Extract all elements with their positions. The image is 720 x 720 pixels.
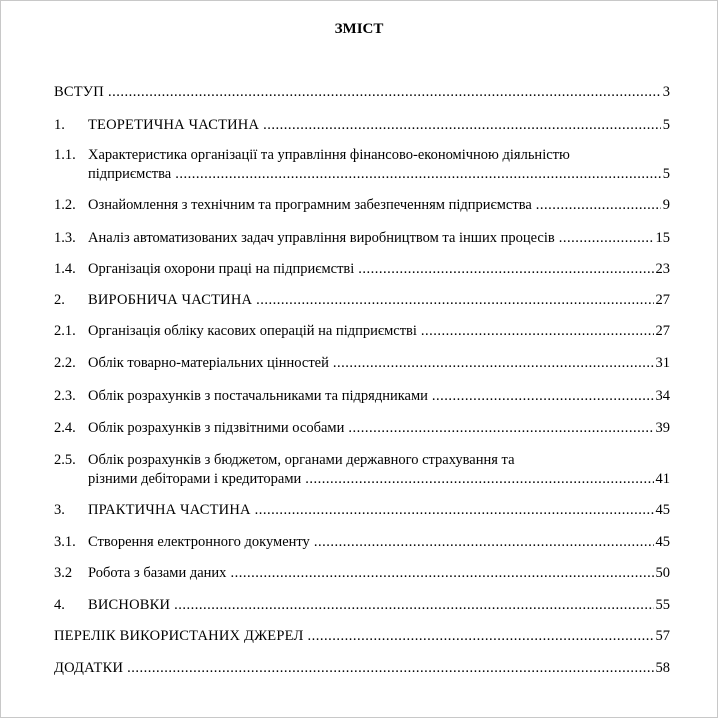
toc-page-number: 50 — [655, 565, 670, 581]
toc-entry-text: ВСТУП — [54, 84, 104, 100]
toc-entry-number: 1.2. — [54, 197, 76, 213]
dot-leader — [256, 291, 653, 310]
dot-leader — [308, 627, 654, 646]
dot-leader — [108, 83, 661, 102]
toc-page-number: 27 — [655, 323, 670, 339]
toc-entry-intro — [54, 83, 670, 102]
toc-entry-text: ВИСНОВКИ — [88, 597, 171, 613]
dot-leader — [333, 354, 654, 373]
toc-entry-text: Облік розрахунків з постачальниками та підрядниками — [88, 388, 428, 404]
toc-page-number: 3 — [662, 84, 670, 100]
toc-entry-text: Характеристика організації та управління фінансово-економічною діяльністю — [88, 147, 570, 163]
toc-entry-number: 3. — [54, 502, 65, 518]
toc-entry-3-1 — [54, 533, 670, 552]
toc-page-number: 58 — [655, 660, 670, 676]
toc-entry-2-1 — [54, 322, 670, 341]
toc-entry-2-5 — [54, 451, 670, 489]
toc-entry-text: Організація обліку касових операцій на підприємстві — [88, 323, 417, 339]
toc-entry-text: Облік товарно-матеріальних цінностей — [88, 355, 329, 371]
toc-page-number: 27 — [655, 292, 670, 308]
toc-page-number: 5 — [662, 166, 670, 182]
toc-entry-number: 2.3. — [54, 388, 76, 404]
dot-leader — [175, 165, 661, 184]
toc-entry-number: 2.1. — [54, 323, 76, 339]
toc-entry-number: 1.1. — [54, 147, 76, 163]
toc-page-number: 23 — [655, 261, 670, 277]
dot-leader — [314, 533, 654, 552]
toc-entry-section-4 — [54, 596, 670, 615]
toc-page-number: 9 — [662, 197, 670, 213]
toc-entry-text-continued: різними дебіторами і кредиторами — [88, 471, 302, 487]
toc-page-number: 5 — [662, 117, 670, 133]
dot-leader — [559, 229, 654, 248]
toc-entry-section-1 — [54, 116, 670, 135]
toc-entry-number: 1. — [54, 117, 65, 133]
toc-page-number: 15 — [655, 230, 670, 246]
toc-entry-1-2 — [54, 196, 670, 215]
toc-entry-2-2 — [54, 354, 670, 373]
toc-entry-text: Створення електронного документу — [88, 534, 310, 550]
dot-leader — [255, 501, 654, 520]
toc-page-number: 55 — [655, 597, 670, 613]
toc-entry-number: 2.4. — [54, 420, 76, 436]
toc-entry-2-4 — [54, 419, 670, 438]
toc-entry-appendices — [54, 659, 670, 678]
toc-page-number: 39 — [655, 420, 670, 436]
toc-entry-text: ПРАКТИЧНА ЧАСТИНА — [88, 502, 251, 518]
toc-entry-1-3 — [54, 229, 670, 248]
toc-entry-number: 3.2 — [54, 565, 73, 581]
toc-entry-text: ПЕРЕЛІК ВИКОРИСТАНИХ ДЖЕРЕЛ — [54, 628, 304, 644]
toc-entry-number: 2. — [54, 292, 65, 308]
toc-entry-1-1 — [54, 146, 670, 184]
toc-entry-number: 1.4. — [54, 261, 76, 277]
toc-entry-number: 2.2. — [54, 355, 76, 371]
toc-page-number: 41 — [655, 471, 670, 487]
toc-entry-text: ВИРОБНИЧА ЧАСТИНА — [88, 292, 253, 308]
toc-page-number: 57 — [655, 628, 670, 644]
toc-entry-2-3 — [54, 387, 670, 406]
dot-leader — [230, 564, 653, 583]
toc-entry-text: Ознайомлення з технічним та програмним забезпеченням підприємства — [88, 197, 532, 213]
toc-entry-text: ДОДАТКИ — [54, 660, 124, 676]
toc-entry-text: Облік розрахунків з підзвітними особами — [88, 420, 345, 436]
dot-leader — [305, 470, 653, 489]
dot-leader — [358, 260, 653, 279]
toc-entry-section-2 — [54, 291, 670, 310]
dot-leader — [127, 659, 653, 678]
dot-leader — [174, 596, 653, 615]
toc-entry-number: 2.5. — [54, 452, 76, 468]
dot-leader — [421, 322, 654, 341]
toc-entry-number: 4. — [54, 597, 65, 613]
toc-page-number: 34 — [655, 388, 670, 404]
toc-entry-number: 3.1. — [54, 534, 76, 550]
toc-page-number: 45 — [655, 534, 670, 550]
dot-leader — [263, 116, 661, 135]
toc-entry-text: Аналіз автоматизованих задач управління виробництвом та інших процесів — [88, 230, 555, 246]
toc-entry-text: Організація охорони праці на підприємстві — [88, 261, 355, 277]
page-title: ЗМІСТ — [334, 21, 384, 37]
toc-page-number: 31 — [655, 355, 670, 371]
toc-entry-section-3 — [54, 501, 670, 520]
toc-entry-number: 1.3. — [54, 230, 76, 246]
toc-entry-text-continued: підприємства — [88, 166, 172, 182]
toc-entry-text: Робота з базами даних — [88, 565, 227, 581]
dot-leader — [432, 387, 654, 406]
toc-page-number: 45 — [655, 502, 670, 518]
dot-leader — [348, 419, 653, 438]
toc-entry-3-2 — [54, 564, 670, 583]
toc-entry-text: Облік розрахунків з бюджетом, органами державного страхування та — [88, 452, 515, 468]
toc-entry-references — [54, 627, 670, 646]
dot-leader — [536, 196, 661, 215]
toc-entry-text: ТЕОРЕТИЧНА ЧАСТИНА — [88, 117, 260, 133]
toc-entry-1-4 — [54, 260, 670, 279]
